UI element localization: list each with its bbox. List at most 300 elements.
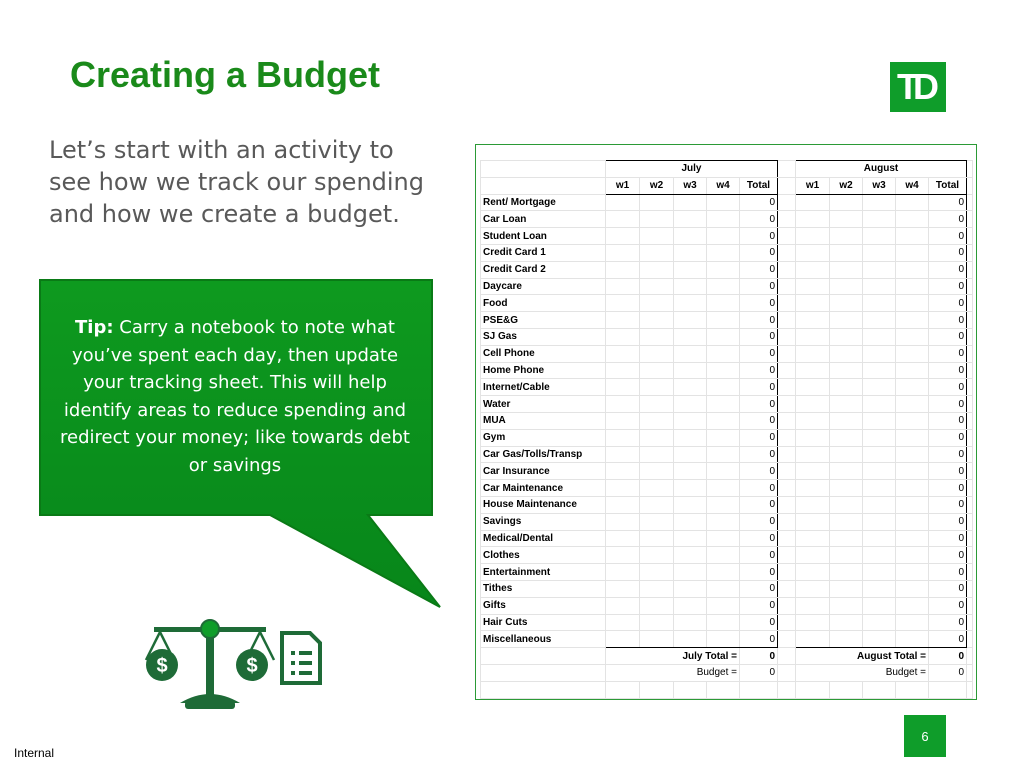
row-total-value: 0 xyxy=(929,312,967,329)
category-label: Hair Cuts xyxy=(481,614,606,631)
row-total-value: 0 xyxy=(740,496,778,513)
row-total-value: 0 xyxy=(740,530,778,547)
empty-cell xyxy=(796,463,830,480)
empty-cell xyxy=(967,177,973,194)
empty-cell xyxy=(896,564,929,581)
category-label: Gym xyxy=(481,429,606,446)
empty-cell xyxy=(606,429,640,446)
empty-cell xyxy=(830,412,863,429)
empty-cell xyxy=(606,547,640,564)
empty-cell xyxy=(967,664,973,681)
empty-cell xyxy=(778,328,796,345)
empty-row xyxy=(481,681,973,698)
empty-cell xyxy=(778,564,796,581)
empty-cell xyxy=(606,597,640,614)
empty-cell xyxy=(674,345,707,362)
category-label: Daycare xyxy=(481,278,606,295)
empty-cell xyxy=(707,345,740,362)
empty-cell xyxy=(640,228,674,245)
tip-body: Carry a notebook to note what you’ve spent each day, then update your tracking sheet. This will help identify areas to reduce spending and redirect your money; like towards debt or savings xyxy=(60,317,410,476)
category-label: Tithes xyxy=(481,580,606,597)
empty-cell xyxy=(967,580,973,597)
empty-cell xyxy=(967,597,973,614)
category-label: House Maintenance xyxy=(481,496,606,513)
category-label: MUA xyxy=(481,412,606,429)
empty-cell xyxy=(778,681,796,698)
empty-cell xyxy=(778,463,796,480)
empty-cell xyxy=(674,261,707,278)
table-row xyxy=(481,480,973,497)
empty-cell xyxy=(830,211,863,228)
budget-table-body xyxy=(481,161,973,699)
row-total-value: 0 xyxy=(740,362,778,379)
empty-cell xyxy=(967,261,973,278)
empty-cell xyxy=(674,429,707,446)
table-row xyxy=(481,547,973,564)
table-row xyxy=(481,362,973,379)
row-total-value: 0 xyxy=(929,396,967,413)
empty-cell xyxy=(674,496,707,513)
empty-cell xyxy=(481,648,606,665)
table-row xyxy=(481,244,973,261)
empty-cell xyxy=(967,295,973,312)
empty-cell xyxy=(674,194,707,211)
empty-cell xyxy=(640,446,674,463)
empty-cell xyxy=(830,228,863,245)
empty-cell xyxy=(707,631,740,648)
column-header: w3 xyxy=(674,177,707,194)
empty-cell xyxy=(830,547,863,564)
empty-cell xyxy=(674,463,707,480)
empty-cell xyxy=(640,295,674,312)
empty-cell xyxy=(896,194,929,211)
empty-cell xyxy=(896,312,929,329)
empty-cell xyxy=(863,278,896,295)
table-row xyxy=(481,261,973,278)
empty-cell xyxy=(640,412,674,429)
column-header: w2 xyxy=(640,177,674,194)
empty-cell xyxy=(674,631,707,648)
category-label: SJ Gas xyxy=(481,328,606,345)
empty-cell xyxy=(863,412,896,429)
row-total-value: 0 xyxy=(740,463,778,480)
empty-cell xyxy=(778,547,796,564)
table-row xyxy=(481,328,973,345)
empty-cell xyxy=(778,211,796,228)
empty-cell xyxy=(863,530,896,547)
row-total-value: 0 xyxy=(929,446,967,463)
empty-cell xyxy=(674,362,707,379)
empty-cell xyxy=(640,345,674,362)
empty-cell xyxy=(967,681,973,698)
empty-cell xyxy=(778,480,796,497)
empty-cell xyxy=(778,194,796,211)
empty-cell xyxy=(707,597,740,614)
empty-cell xyxy=(640,244,674,261)
empty-cell xyxy=(896,295,929,312)
empty-cell xyxy=(640,547,674,564)
empty-cell xyxy=(674,564,707,581)
document-list-icon xyxy=(282,633,320,683)
column-header: w4 xyxy=(896,177,929,194)
empty-cell xyxy=(796,396,830,413)
empty-cell xyxy=(481,161,606,178)
logo-text: TD xyxy=(897,66,933,107)
empty-cell xyxy=(640,580,674,597)
row-total-value: 0 xyxy=(740,194,778,211)
empty-cell xyxy=(796,312,830,329)
empty-cell xyxy=(707,446,740,463)
empty-cell xyxy=(674,295,707,312)
empty-cell xyxy=(606,362,640,379)
balance-scale-icon xyxy=(146,620,274,709)
empty-cell xyxy=(830,480,863,497)
empty-cell xyxy=(830,379,863,396)
empty-cell xyxy=(707,547,740,564)
budget-spreadsheet xyxy=(475,144,977,700)
empty-cell xyxy=(707,480,740,497)
empty-cell xyxy=(707,211,740,228)
empty-cell xyxy=(863,631,896,648)
table-row xyxy=(481,580,973,597)
row-total-value: 0 xyxy=(929,513,967,530)
column-header: w4 xyxy=(707,177,740,194)
empty-cell xyxy=(606,513,640,530)
empty-cell xyxy=(674,681,707,698)
category-label: Clothes xyxy=(481,547,606,564)
empty-cell xyxy=(707,614,740,631)
empty-cell xyxy=(896,328,929,345)
empty-cell xyxy=(796,379,830,396)
empty-cell xyxy=(863,513,896,530)
row-total-value: 0 xyxy=(740,345,778,362)
category-label: Credit Card 1 xyxy=(481,244,606,261)
budget-row xyxy=(481,664,973,681)
empty-cell xyxy=(707,194,740,211)
empty-cell xyxy=(896,429,929,446)
row-total-value: 0 xyxy=(740,614,778,631)
empty-cell xyxy=(863,580,896,597)
empty-cell xyxy=(606,261,640,278)
empty-cell xyxy=(778,362,796,379)
empty-cell xyxy=(707,429,740,446)
empty-cell xyxy=(796,496,830,513)
row-total-value: 0 xyxy=(929,362,967,379)
empty-cell xyxy=(674,412,707,429)
empty-cell xyxy=(778,312,796,329)
row-total-value: 0 xyxy=(740,631,778,648)
empty-cell xyxy=(778,530,796,547)
column-header: w1 xyxy=(796,177,830,194)
empty-cell xyxy=(796,278,830,295)
table-row xyxy=(481,345,973,362)
empty-cell xyxy=(778,597,796,614)
empty-cell xyxy=(707,362,740,379)
empty-cell xyxy=(967,446,973,463)
empty-cell xyxy=(796,194,830,211)
empty-cell xyxy=(896,580,929,597)
empty-cell xyxy=(606,312,640,329)
empty-cell xyxy=(967,480,973,497)
table-row xyxy=(481,446,973,463)
empty-cell xyxy=(778,648,796,665)
july-total-label: July Total = xyxy=(606,648,740,665)
td-logo xyxy=(890,62,946,112)
empty-cell xyxy=(830,463,863,480)
empty-cell xyxy=(830,244,863,261)
empty-cell xyxy=(740,681,778,698)
table-row xyxy=(481,530,973,547)
empty-cell xyxy=(796,564,830,581)
month-total-row xyxy=(481,648,973,665)
row-total-value: 0 xyxy=(740,396,778,413)
row-total-value: 0 xyxy=(740,379,778,396)
empty-cell xyxy=(863,312,896,329)
empty-cell xyxy=(606,328,640,345)
empty-cell xyxy=(674,278,707,295)
table-row xyxy=(481,228,973,245)
empty-cell xyxy=(863,396,896,413)
empty-cell xyxy=(707,261,740,278)
empty-cell xyxy=(640,496,674,513)
empty-cell xyxy=(778,429,796,446)
empty-cell xyxy=(896,480,929,497)
empty-cell xyxy=(863,496,896,513)
empty-cell xyxy=(674,396,707,413)
intro-text xyxy=(49,134,429,230)
empty-cell xyxy=(830,530,863,547)
category-label: Credit Card 2 xyxy=(481,261,606,278)
empty-cell xyxy=(830,597,863,614)
empty-cell xyxy=(640,597,674,614)
empty-cell xyxy=(967,463,973,480)
empty-cell xyxy=(707,513,740,530)
empty-cell xyxy=(796,681,830,698)
category-label: Car Gas/Tolls/Transp xyxy=(481,446,606,463)
category-label: Gifts xyxy=(481,597,606,614)
empty-cell xyxy=(863,211,896,228)
table-row xyxy=(481,379,973,396)
empty-cell xyxy=(967,362,973,379)
empty-cell xyxy=(796,429,830,446)
empty-cell xyxy=(778,278,796,295)
table-row xyxy=(481,513,973,530)
empty-cell xyxy=(796,631,830,648)
empty-cell xyxy=(830,429,863,446)
empty-cell xyxy=(967,412,973,429)
row-total-value: 0 xyxy=(740,278,778,295)
empty-cell xyxy=(967,547,973,564)
row-total-value: 0 xyxy=(740,580,778,597)
empty-cell xyxy=(863,194,896,211)
empty-cell xyxy=(896,396,929,413)
empty-cell xyxy=(796,345,830,362)
empty-cell xyxy=(778,345,796,362)
row-total-value: 0 xyxy=(740,312,778,329)
row-total-value: 0 xyxy=(740,513,778,530)
row-total-value: 0 xyxy=(929,379,967,396)
empty-cell xyxy=(640,278,674,295)
empty-cell xyxy=(896,496,929,513)
empty-cell xyxy=(896,513,929,530)
empty-cell xyxy=(674,244,707,261)
august-budget-value: 0 xyxy=(929,664,967,681)
empty-cell xyxy=(796,328,830,345)
empty-cell xyxy=(863,614,896,631)
empty-cell xyxy=(707,228,740,245)
empty-cell xyxy=(796,261,830,278)
row-total-value: 0 xyxy=(740,547,778,564)
empty-cell xyxy=(778,446,796,463)
column-header: w3 xyxy=(863,177,896,194)
month-header-row xyxy=(481,161,973,178)
empty-cell xyxy=(967,312,973,329)
icon-group xyxy=(140,605,340,715)
empty-cell xyxy=(778,261,796,278)
empty-cell xyxy=(606,631,640,648)
empty-cell xyxy=(778,244,796,261)
empty-cell xyxy=(606,463,640,480)
empty-cell xyxy=(929,681,967,698)
svg-text:$: $ xyxy=(156,655,168,677)
empty-cell xyxy=(796,480,830,497)
row-total-value: 0 xyxy=(740,412,778,429)
empty-cell xyxy=(674,614,707,631)
empty-cell xyxy=(863,328,896,345)
empty-cell xyxy=(863,446,896,463)
empty-cell xyxy=(967,631,973,648)
empty-cell xyxy=(640,513,674,530)
empty-cell xyxy=(606,396,640,413)
category-label: Cell Phone xyxy=(481,345,606,362)
empty-cell xyxy=(830,328,863,345)
empty-cell xyxy=(481,681,606,698)
row-total-value: 0 xyxy=(740,597,778,614)
empty-cell xyxy=(674,580,707,597)
empty-cell xyxy=(796,547,830,564)
row-total-value: 0 xyxy=(740,328,778,345)
empty-cell xyxy=(778,295,796,312)
empty-cell xyxy=(863,480,896,497)
empty-cell xyxy=(481,664,606,681)
row-total-value: 0 xyxy=(929,295,967,312)
row-total-value: 0 xyxy=(740,480,778,497)
empty-cell xyxy=(967,228,973,245)
empty-cell xyxy=(640,429,674,446)
row-total-value: 0 xyxy=(929,211,967,228)
empty-cell xyxy=(707,580,740,597)
category-label: Food xyxy=(481,295,606,312)
empty-cell xyxy=(796,597,830,614)
svg-text:$: $ xyxy=(246,655,258,677)
empty-cell xyxy=(830,345,863,362)
empty-cell xyxy=(606,244,640,261)
empty-cell xyxy=(796,412,830,429)
category-label: Student Loan xyxy=(481,228,606,245)
empty-cell xyxy=(606,345,640,362)
table-row xyxy=(481,211,973,228)
empty-cell xyxy=(606,530,640,547)
empty-cell xyxy=(674,446,707,463)
empty-cell xyxy=(674,480,707,497)
category-label: PSE&G xyxy=(481,312,606,329)
row-total-value: 0 xyxy=(740,429,778,446)
empty-cell xyxy=(796,295,830,312)
empty-cell xyxy=(863,362,896,379)
empty-cell xyxy=(778,614,796,631)
row-total-value: 0 xyxy=(929,194,967,211)
empty-cell xyxy=(674,312,707,329)
table-row xyxy=(481,597,973,614)
empty-cell xyxy=(796,446,830,463)
category-label: Car Maintenance xyxy=(481,480,606,497)
empty-cell xyxy=(830,631,863,648)
empty-cell xyxy=(967,345,973,362)
intro-line: and how we create a budget. xyxy=(49,200,400,228)
empty-cell xyxy=(778,664,796,681)
row-total-value: 0 xyxy=(929,496,967,513)
empty-cell xyxy=(606,496,640,513)
empty-cell xyxy=(830,580,863,597)
empty-cell xyxy=(830,295,863,312)
category-label: Car Loan xyxy=(481,211,606,228)
category-label: Water xyxy=(481,396,606,413)
empty-cell xyxy=(896,463,929,480)
empty-cell xyxy=(640,564,674,581)
empty-cell xyxy=(796,530,830,547)
empty-cell xyxy=(707,412,740,429)
row-total-value: 0 xyxy=(929,547,967,564)
empty-cell xyxy=(674,530,707,547)
category-label: Savings xyxy=(481,513,606,530)
empty-cell xyxy=(778,412,796,429)
row-total-value: 0 xyxy=(929,345,967,362)
empty-cell xyxy=(640,631,674,648)
empty-cell xyxy=(967,530,973,547)
empty-cell xyxy=(481,177,606,194)
empty-cell xyxy=(863,463,896,480)
empty-cell xyxy=(967,244,973,261)
empty-cell xyxy=(606,564,640,581)
empty-cell xyxy=(640,396,674,413)
row-total-value: 0 xyxy=(929,244,967,261)
table-row xyxy=(481,278,973,295)
table-row xyxy=(481,412,973,429)
empty-cell xyxy=(674,513,707,530)
table-row xyxy=(481,429,973,446)
column-header: w1 xyxy=(606,177,640,194)
empty-cell xyxy=(796,362,830,379)
empty-cell xyxy=(863,345,896,362)
empty-cell xyxy=(967,379,973,396)
intro-line: Let’s start with an activity to xyxy=(49,136,394,164)
empty-cell xyxy=(606,446,640,463)
row-total-value: 0 xyxy=(929,261,967,278)
empty-cell xyxy=(778,631,796,648)
august-total-value: 0 xyxy=(929,648,967,665)
empty-cell xyxy=(896,211,929,228)
empty-cell xyxy=(640,463,674,480)
table-row xyxy=(481,614,973,631)
empty-cell xyxy=(830,614,863,631)
empty-cell xyxy=(778,396,796,413)
empty-cell xyxy=(830,564,863,581)
empty-cell xyxy=(896,597,929,614)
empty-cell xyxy=(830,362,863,379)
empty-cell xyxy=(863,681,896,698)
empty-cell xyxy=(967,496,973,513)
empty-cell xyxy=(674,328,707,345)
